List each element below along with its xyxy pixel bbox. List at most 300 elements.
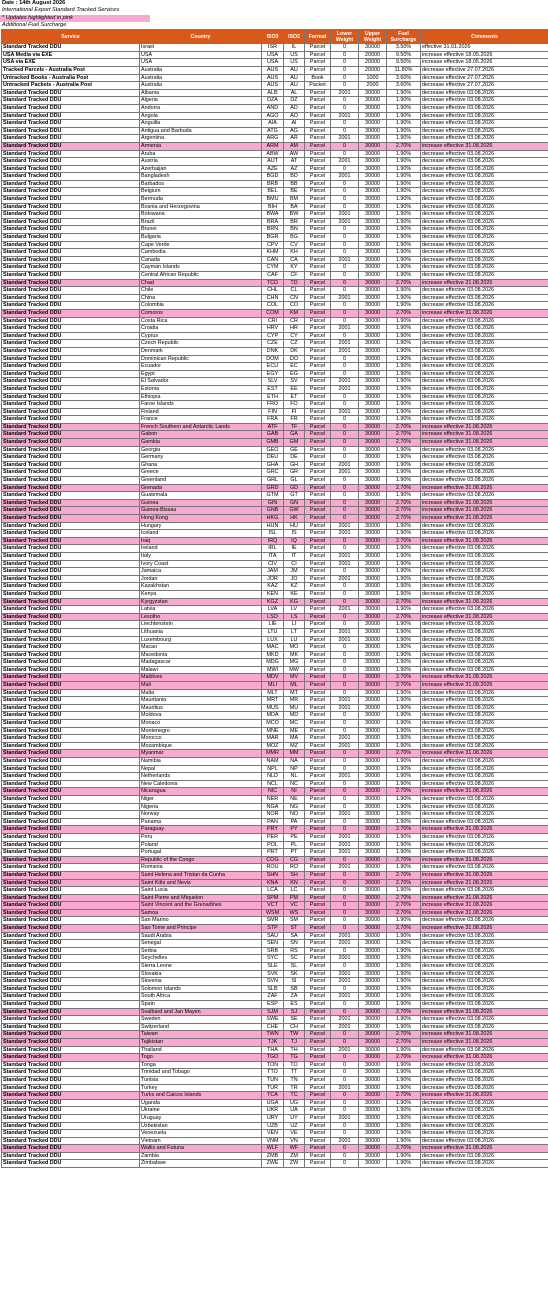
cell-service: Standard Tracked DDU <box>2 294 140 302</box>
cell-service: Standard Tracked DDU <box>2 150 140 158</box>
cell-comments: decrease effective 03.08.2026 <box>421 302 548 310</box>
table-row <box>2 917 548 925</box>
cell-service: Standard Tracked DDU <box>2 917 140 925</box>
cell-format: Parcel <box>305 985 331 993</box>
cell-country: Comoros <box>140 309 262 317</box>
cell-iso2: UZ <box>284 1122 305 1130</box>
cell-format: Parcel <box>305 97 331 105</box>
cell-comments: decrease effective 03.08.2026 <box>421 773 548 781</box>
cell-comments: increase effective 31.08.2026 <box>421 925 548 933</box>
cell-iso2: AW <box>284 150 305 158</box>
cell-iso2: MK <box>284 651 305 659</box>
cell-comments: decrease effective 03.08.2026 <box>421 955 548 963</box>
cell-service: Standard Tracked DDU <box>2 1061 140 1069</box>
cell-upper-weight: 30000 <box>359 423 387 431</box>
cell-upper-weight: 30000 <box>359 560 387 568</box>
cell-lower-weight: 0 <box>331 659 359 667</box>
cell-upper-weight: 30000 <box>359 431 387 439</box>
cell-upper-weight: 30000 <box>359 325 387 333</box>
cell-iso3: SLE <box>262 963 284 971</box>
table-row <box>2 1008 548 1016</box>
table-row <box>2 552 548 560</box>
cell-format: Parcel <box>305 545 331 553</box>
cell-lower-weight: 0 <box>331 241 359 249</box>
table-header-row <box>2 30 548 44</box>
cell-iso2: GA <box>284 431 305 439</box>
cell-service: Standard Tracked DDU <box>2 621 140 629</box>
cell-format: Parcel <box>305 849 331 857</box>
cell-fuel-surcharge: 1.90% <box>387 1061 421 1069</box>
cell-iso3: MUS <box>262 704 284 712</box>
cell-format: Parcel <box>305 302 331 310</box>
cell-lower-weight: 2001 <box>331 704 359 712</box>
cell-format: Parcel <box>305 1016 331 1024</box>
cell-lower-weight: 2001 <box>331 1046 359 1054</box>
cell-iso2: AM <box>284 142 305 150</box>
cell-format: Parcel <box>305 256 331 264</box>
cell-fuel-surcharge: 1.90% <box>387 461 421 469</box>
cell-fuel-surcharge: 2.70% <box>387 1145 421 1153</box>
cell-iso3: AZE <box>262 165 284 173</box>
table-row <box>2 613 548 621</box>
cell-service: Standard Tracked DDU <box>2 302 140 310</box>
cell-service: Standard Tracked DDU <box>2 287 140 295</box>
cell-upper-weight: 30000 <box>359 765 387 773</box>
cell-country: Tonga <box>140 1061 262 1069</box>
cell-format: Parcel <box>305 864 331 872</box>
cell-iso3: GMB <box>262 439 284 447</box>
col-header-format: Format <box>305 30 331 44</box>
table-row <box>2 621 548 629</box>
table-row <box>2 393 548 401</box>
cell-comments: decrease effective 03.08.2026 <box>421 1023 548 1031</box>
cell-fuel-surcharge: 1.90% <box>387 1046 421 1054</box>
cell-country: Bosnia and Herzegovina <box>140 203 262 211</box>
cell-service: Standard Tracked DDU <box>2 211 140 219</box>
cell-upper-weight: 30000 <box>359 302 387 310</box>
cell-lower-weight: 2001 <box>331 218 359 226</box>
cell-lower-weight: 0 <box>331 1038 359 1046</box>
cell-format: Parcel <box>305 196 331 204</box>
cell-country: Armenia <box>140 142 262 150</box>
cell-iso3: DEU <box>262 454 284 462</box>
cell-format: Parcel <box>305 735 331 743</box>
cell-comments: decrease effective 03.08.2026 <box>421 340 548 348</box>
cell-lower-weight: 0 <box>331 309 359 317</box>
cell-format: Parcel <box>305 628 331 636</box>
cell-country: Peru <box>140 833 262 841</box>
cell-iso2: PT <box>284 849 305 857</box>
table-row <box>2 431 548 439</box>
cell-fuel-surcharge: 1.90% <box>387 1099 421 1107</box>
cell-upper-weight: 30000 <box>359 590 387 598</box>
cell-fuel-surcharge: 1.90% <box>387 180 421 188</box>
cell-iso3: MMR <box>262 750 284 758</box>
cell-format: Parcel <box>305 560 331 568</box>
cell-iso2: SJ <box>284 1008 305 1016</box>
cell-comments: decrease effective 03.08.2026 <box>421 704 548 712</box>
cell-comments: increase effective 31.08.2026 <box>421 682 548 690</box>
cell-comments: decrease effective 03.08.2026 <box>421 849 548 857</box>
cell-upper-weight: 30000 <box>359 545 387 553</box>
cell-iso2: ES <box>284 1001 305 1009</box>
cell-service: Standard Tracked DDU <box>2 613 140 621</box>
cell-iso2: MT <box>284 689 305 697</box>
cell-country: Samoa <box>140 909 262 917</box>
cell-upper-weight: 30000 <box>359 978 387 986</box>
cell-format: Parcel <box>305 454 331 462</box>
cell-service: Standard Tracked DDU <box>2 742 140 750</box>
cell-country: Hungary <box>140 522 262 530</box>
table-row <box>2 856 548 864</box>
cell-format: Parcel <box>305 127 331 135</box>
cell-iso2: CZ <box>284 340 305 348</box>
cell-comments: increase effective 31.08.2026 <box>421 1031 548 1039</box>
date-line: Date : 14th August 2026 <box>2 0 66 6</box>
cell-lower-weight: 2001 <box>331 849 359 857</box>
cell-fuel-surcharge: 1.90% <box>387 211 421 219</box>
cell-upper-weight: 30000 <box>359 849 387 857</box>
table-row <box>2 742 548 750</box>
cell-country: Georgia <box>140 446 262 454</box>
cell-comments: decrease effective 03.08.2026 <box>421 583 548 591</box>
cell-fuel-surcharge: 1.90% <box>387 196 421 204</box>
cell-format: Parcel <box>305 1152 331 1160</box>
cell-fuel-surcharge: 1.90% <box>387 940 421 948</box>
cell-iso3: BMU <box>262 196 284 204</box>
cell-fuel-surcharge: 2.70% <box>387 484 421 492</box>
cell-format: Parcel <box>305 666 331 674</box>
cell-fuel-surcharge: 1.90% <box>387 978 421 986</box>
cell-service: Standard Tracked DDU <box>2 226 140 234</box>
cell-format: Parcel <box>305 1092 331 1100</box>
cell-lower-weight: 0 <box>331 963 359 971</box>
cell-upper-weight: 30000 <box>359 575 387 583</box>
table-row <box>2 492 548 500</box>
cell-country: Luxembourg <box>140 636 262 644</box>
cell-service: Standard Tracked DDU <box>2 135 140 143</box>
cell-fuel-surcharge: 2.70% <box>387 871 421 879</box>
cell-fuel-surcharge: 1.90% <box>387 226 421 234</box>
cell-country: Faroe Islands <box>140 401 262 409</box>
cell-fuel-surcharge: 1.90% <box>387 241 421 249</box>
cell-service: Standard Tracked DDU <box>2 332 140 340</box>
cell-iso3: MKD <box>262 651 284 659</box>
cell-iso3: UZB <box>262 1122 284 1130</box>
cell-iso3: GAB <box>262 431 284 439</box>
cell-fuel-surcharge: 2.70% <box>387 515 421 523</box>
cell-format: Parcel <box>305 856 331 864</box>
cell-upper-weight: 30000 <box>359 955 387 963</box>
cell-iso3: VEN <box>262 1130 284 1138</box>
cell-iso2: KZ <box>284 583 305 591</box>
table-row <box>2 1016 548 1024</box>
cell-lower-weight: 0 <box>331 925 359 933</box>
cell-country: Greece <box>140 469 262 477</box>
cell-iso2: LC <box>284 887 305 895</box>
cell-comments: decrease effective 03.08.2026 <box>421 173 548 181</box>
cell-format: Parcel <box>305 279 331 287</box>
cell-iso2: SC <box>284 955 305 963</box>
cell-upper-weight: 30000 <box>359 742 387 750</box>
cell-fuel-surcharge: 1.90% <box>387 1076 421 1084</box>
cell-comments: decrease effective 03.08.2026 <box>421 188 548 196</box>
cell-lower-weight: 0 <box>331 1099 359 1107</box>
cell-iso3: TTO <box>262 1069 284 1077</box>
cell-fuel-surcharge: 2.70% <box>387 423 421 431</box>
table-row <box>2 218 548 226</box>
cell-iso2: TH <box>284 1046 305 1054</box>
cell-iso3: CAN <box>262 256 284 264</box>
cell-country: Brunei <box>140 226 262 234</box>
cell-comments: decrease effective 03.08.2026 <box>421 287 548 295</box>
cell-service: Standard Tracked DDU <box>2 879 140 887</box>
cell-fuel-surcharge: 2.70% <box>387 598 421 606</box>
cell-iso3: EGY <box>262 370 284 378</box>
cell-iso2: BB <box>284 180 305 188</box>
table-row <box>2 1076 548 1084</box>
cell-comments: decrease effective 03.08.2026 <box>421 317 548 325</box>
cell-format: Parcel <box>305 477 331 485</box>
cell-lower-weight: 0 <box>331 1107 359 1115</box>
cell-format: Parcel <box>305 712 331 720</box>
table-row <box>2 302 548 310</box>
cell-format: Parcel <box>305 325 331 333</box>
cell-iso2: AI <box>284 120 305 128</box>
table-row <box>2 317 548 325</box>
cell-upper-weight: 30000 <box>359 1160 387 1168</box>
cell-comments: increase effective 31.08.2026 <box>421 1145 548 1153</box>
cell-iso2: ZW <box>284 1160 305 1168</box>
cell-country: Bulgaria <box>140 234 262 242</box>
cell-format: Parcel <box>305 340 331 348</box>
cell-comments: increase effective 31.08.2026 <box>421 484 548 492</box>
cell-iso3: MCO <box>262 720 284 728</box>
cell-service: USA via EXE <box>2 59 140 67</box>
cell-fuel-surcharge: 2.70% <box>387 750 421 758</box>
cell-fuel-surcharge: 1.90% <box>387 780 421 788</box>
cell-service: Standard Tracked DDU <box>2 682 140 690</box>
cell-upper-weight: 30000 <box>359 370 387 378</box>
cell-format: Parcel <box>305 879 331 887</box>
cell-iso2: SB <box>284 985 305 993</box>
cell-service: Standard Tracked DDU <box>2 446 140 454</box>
cell-comments: decrease effective 03.08.2026 <box>421 264 548 272</box>
cell-iso2: SV <box>284 378 305 386</box>
cell-country: South Africa <box>140 993 262 1001</box>
cell-upper-weight: 30000 <box>359 218 387 226</box>
cell-upper-weight: 30000 <box>359 621 387 629</box>
cell-comments: increase effective 31.08.2026 <box>421 909 548 917</box>
cell-fuel-surcharge: 1.90% <box>387 150 421 158</box>
cell-format: Parcel <box>305 947 331 955</box>
cell-country: USA <box>140 59 262 67</box>
cell-upper-weight: 30000 <box>359 180 387 188</box>
cell-iso3: PRY <box>262 826 284 834</box>
cell-format: Parcel <box>305 590 331 598</box>
cell-service: Standard Tracked DDU <box>2 970 140 978</box>
cell-format: Parcel <box>305 651 331 659</box>
cell-iso3: POL <box>262 841 284 849</box>
cell-fuel-surcharge: 1.90% <box>387 492 421 500</box>
cell-country: Denmark <box>140 347 262 355</box>
cell-iso2: GN <box>284 499 305 507</box>
table-row <box>2 408 548 416</box>
cell-comments: decrease effective 03.08.2026 <box>421 203 548 211</box>
cell-comments: increase effective 31.08.2026 <box>421 674 548 682</box>
cell-service: Standard Tracked DDU <box>2 264 140 272</box>
table-row <box>2 826 548 834</box>
cell-country: Ireland <box>140 545 262 553</box>
cell-comments: decrease effective 03.08.2026 <box>421 1001 548 1009</box>
cell-upper-weight: 30000 <box>359 902 387 910</box>
cell-upper-weight: 30000 <box>359 993 387 1001</box>
cell-iso2: SH <box>284 871 305 879</box>
cell-service: Standard Tracked DDU <box>2 712 140 720</box>
cell-iso3: HUN <box>262 522 284 530</box>
cell-fuel-surcharge: 1.90% <box>387 1137 421 1145</box>
cell-lower-weight: 2001 <box>331 294 359 302</box>
cell-iso3: MAC <box>262 644 284 652</box>
cell-format: Parcel <box>305 963 331 971</box>
cell-lower-weight: 0 <box>331 909 359 917</box>
cell-upper-weight: 30000 <box>359 89 387 97</box>
cell-country: Turkey <box>140 1084 262 1092</box>
cell-comments: decrease effective 03.08.2026 <box>421 211 548 219</box>
cell-country: Senegal <box>140 940 262 948</box>
cell-country: Greenland <box>140 477 262 485</box>
cell-lower-weight: 0 <box>331 484 359 492</box>
cell-iso2: JM <box>284 568 305 576</box>
table-row <box>2 44 548 52</box>
cell-lower-weight: 0 <box>331 818 359 826</box>
cell-lower-weight: 0 <box>331 1145 359 1153</box>
cell-upper-weight: 30000 <box>359 1107 387 1115</box>
table-body <box>2 44 548 1168</box>
cell-iso3: CIV <box>262 560 284 568</box>
cell-upper-weight: 30000 <box>359 1061 387 1069</box>
table-row <box>2 659 548 667</box>
cell-lower-weight: 2001 <box>331 1137 359 1145</box>
table-row <box>2 674 548 682</box>
cell-lower-weight: 0 <box>331 1130 359 1138</box>
cell-iso2: VN <box>284 1137 305 1145</box>
cell-fuel-surcharge: 2.70% <box>387 826 421 834</box>
cell-service: Standard Tracked DDU <box>2 833 140 841</box>
cell-upper-weight: 30000 <box>359 317 387 325</box>
cell-format: Parcel <box>305 142 331 150</box>
cell-format: Parcel <box>305 940 331 948</box>
cell-lower-weight: 2001 <box>331 408 359 416</box>
cell-format: Parcel <box>305 780 331 788</box>
cell-fuel-surcharge: 2.70% <box>387 925 421 933</box>
cell-lower-weight: 2001 <box>331 575 359 583</box>
cell-fuel-surcharge: 2.70% <box>387 431 421 439</box>
table-row <box>2 51 548 59</box>
table-row <box>2 985 548 993</box>
table-row <box>2 499 548 507</box>
cell-iso3: ESP <box>262 1001 284 1009</box>
cell-format: Parcel <box>305 978 331 986</box>
cell-format: Parcel <box>305 1130 331 1138</box>
cell-fuel-surcharge: 2.70% <box>387 1054 421 1062</box>
cell-iso3: CZE <box>262 340 284 348</box>
cell-country: Estonia <box>140 385 262 393</box>
cell-comments: decrease effective 03.08.2026 <box>421 697 548 705</box>
cell-service: Standard Tracked DDU <box>2 507 140 515</box>
col-header-service: Service <box>2 30 140 44</box>
cell-comments: decrease effective 03.08.2026 <box>421 355 548 363</box>
cell-iso2: SN <box>284 940 305 948</box>
cell-fuel-surcharge: 1.90% <box>387 256 421 264</box>
cell-fuel-surcharge: 1.90% <box>387 1114 421 1122</box>
cell-iso3: STP <box>262 925 284 933</box>
cell-upper-weight: 30000 <box>359 173 387 181</box>
cell-iso3: ZMB <box>262 1152 284 1160</box>
cell-fuel-surcharge: 2.70% <box>387 279 421 287</box>
cell-fuel-surcharge: 1.90% <box>387 294 421 302</box>
cell-lower-weight: 2001 <box>331 636 359 644</box>
cell-format: Parcel <box>305 765 331 773</box>
table-row <box>2 401 548 409</box>
cell-service: Standard Tracked DDU <box>2 674 140 682</box>
cell-iso3: USA <box>262 51 284 59</box>
cell-lower-weight: 0 <box>331 401 359 409</box>
cell-service: Standard Tracked DDU <box>2 431 140 439</box>
cell-fuel-surcharge: 1.90% <box>387 932 421 940</box>
cell-lower-weight: 0 <box>331 264 359 272</box>
cell-iso2: PE <box>284 833 305 841</box>
cell-iso3: NLD <box>262 773 284 781</box>
cell-comments: increase effective 31.08.2026 <box>421 871 548 879</box>
col-header-fuel-surcharge: Fuel Surcharge <box>387 30 421 44</box>
cell-comments: decrease effective 03.08.2026 <box>421 887 548 895</box>
cell-iso2: PA <box>284 818 305 826</box>
table-row <box>2 385 548 393</box>
cell-iso2: CR <box>284 317 305 325</box>
cell-comments: decrease effective 03.08.2026 <box>421 127 548 135</box>
cell-iso2: DZ <box>284 97 305 105</box>
cell-iso3: LSO <box>262 613 284 621</box>
cell-format: Parcel <box>305 120 331 128</box>
cell-service: Standard Tracked DDU <box>2 1130 140 1138</box>
cell-service: Standard Tracked DDU <box>2 340 140 348</box>
cell-format: Parcel <box>305 211 331 219</box>
cell-comments: decrease effective 03.08.2026 <box>421 234 548 242</box>
cell-iso3: MAR <box>262 735 284 743</box>
cell-fuel-surcharge: 2.70% <box>387 499 421 507</box>
table-row <box>2 583 548 591</box>
cell-country: Zimbabwe <box>140 1160 262 1168</box>
cell-country: Iraq <box>140 537 262 545</box>
cell-country: Albania <box>140 89 262 97</box>
cell-iso2: IL <box>284 44 305 52</box>
cell-fuel-surcharge: 1.90% <box>387 408 421 416</box>
cell-country: Saint Lucia <box>140 887 262 895</box>
cell-iso2: VE <box>284 1130 305 1138</box>
table-row <box>2 97 548 105</box>
cell-lower-weight: 2001 <box>331 256 359 264</box>
cell-lower-weight: 0 <box>331 180 359 188</box>
cell-service: Standard Tracked DDU <box>2 439 140 447</box>
cell-fuel-surcharge: 1.90% <box>387 545 421 553</box>
cell-iso3: ITA <box>262 552 284 560</box>
cell-format: Parcel <box>305 1137 331 1145</box>
cell-lower-weight: 2001 <box>331 735 359 743</box>
cell-country: Sao Tome and Principe <box>140 925 262 933</box>
cell-format: Parcel <box>305 1046 331 1054</box>
cell-iso2: EC <box>284 363 305 371</box>
